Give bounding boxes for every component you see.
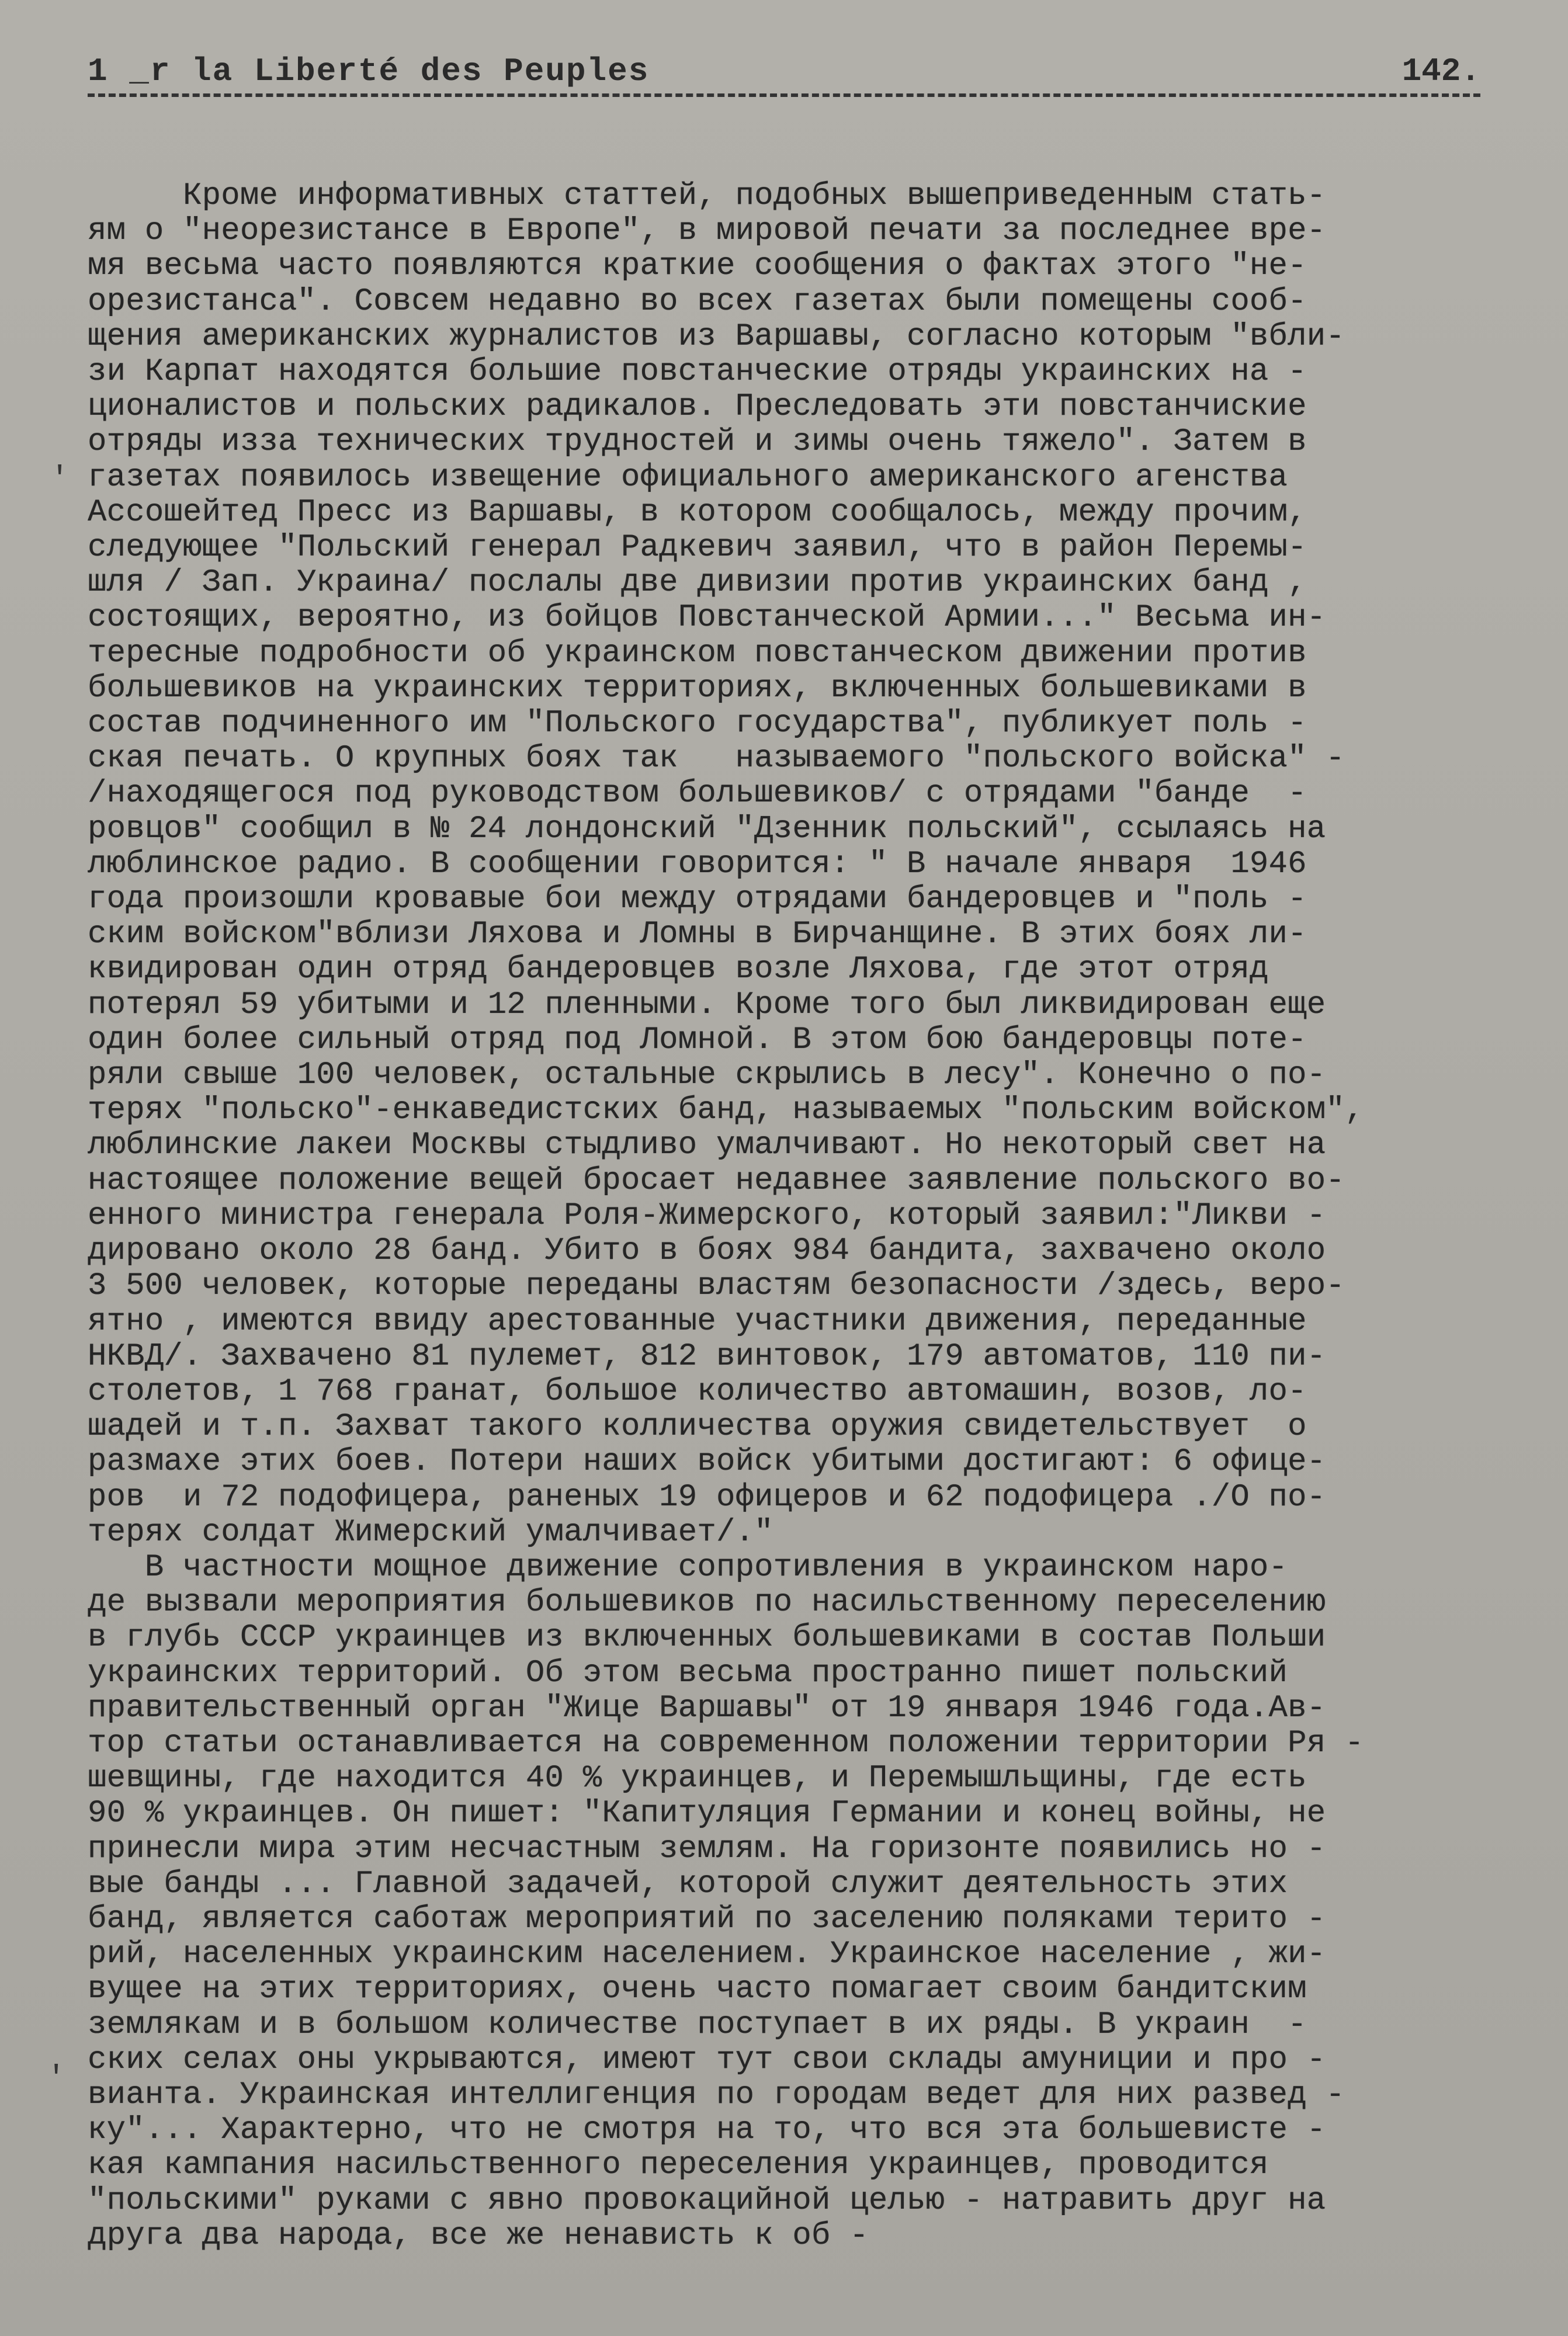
text-line: ровцов" сообщил в № 24 лондонский "Дзенник польский", ссылаясь на xyxy=(88,811,1326,847)
text-line: ку"... Характерно, что не смотря на то, что вся эта большевисте - xyxy=(88,2113,1326,2148)
text-line: ским войском"вблизи Ляхова и Ломны в Бирчанщине. В этих боях ли- xyxy=(88,917,1307,953)
text-line: терях солдат Жимерский умалчивает/." xyxy=(88,1515,773,1550)
text-line: рий, населенных украинским населением. Украинское население , жи- xyxy=(88,1937,1326,1973)
text-line: квидирован один отряд бандеровцев возле Ляхова, где этот отряд xyxy=(88,952,1269,988)
text-line: шля / Зап. Украина/ послалы две дивизии против украинских банд , xyxy=(88,565,1307,601)
text-line: в глубь СССР украинцев из включенных большевиками в состав Польши xyxy=(88,1620,1326,1656)
text-line: люблинские лакеи Москвы стыдливо умалчивают. Но некоторый свет на xyxy=(88,1128,1326,1164)
text-line: банд, является саботаж мероприятий по заселению поляками терито - xyxy=(88,1901,1326,1937)
text-line: размахе этих боев. Потери наших войск убитыми достигают: 6 офице- xyxy=(88,1445,1326,1480)
text-line: правительственный орган "Жице Варшавы" от 19 января 1946 года.Ав- xyxy=(88,1691,1326,1726)
text-line: енного министра генерала Роля-Жимерского, который заявил:"Ликви - xyxy=(88,1198,1326,1234)
text-line: вущее на этих территориях, очень часто помагает своим бандитским xyxy=(88,1972,1307,2008)
text-line: тересные подробности об украинском повстанческом движении против xyxy=(88,636,1307,671)
text-line: ров и 72 подофицера, раненых 19 офицеров и 62 подофицера ./О по- xyxy=(88,1480,1326,1515)
text-line: тор статьи останавливается на современном положении территории Ря - xyxy=(88,1726,1364,1761)
text-line: друга два народа, все же ненависть к об - xyxy=(88,2218,869,2254)
text-line: В частности мощное движение сопротивления в украинском наро- xyxy=(88,1550,1288,1585)
text-line: года произошли кровавые бои между отрядами бандеровцев и "поль - xyxy=(88,882,1307,918)
text-line: /находящегося под руководством большевиков/ с отрядами "банде - xyxy=(88,776,1307,812)
page-number: 142. xyxy=(1402,53,1480,90)
text-line: орезистанса". Совсем недавно во всех газетах были помещены сооб- xyxy=(88,284,1307,320)
text-line: 90 % украинцев. Он пишет: "Капитуляция Германии и конец войны, не xyxy=(88,1796,1326,1832)
text-line: 3 500 человек, которые переданы властям безопасности /здесь, веро- xyxy=(88,1269,1345,1304)
text-line: один более сильный отряд под Ломной. В этом бою бандеровцы поте- xyxy=(88,1022,1307,1058)
text-line: вые банды ... Главной задачей, которой служит деятельность этих xyxy=(88,1866,1288,1902)
text-line: ских селах оны укрываются, имеют тут свои склады амуниции и про - xyxy=(88,2042,1326,2078)
text-line: состав подчиненного им "Польского государства", публикует поль - xyxy=(88,706,1307,742)
text-line: газетах появилось извещение официального американского агенства xyxy=(88,460,1288,495)
text-line: НКВД/. Захвачено 81 пулемет, 812 винтовок, 179 автоматов, 110 пи- xyxy=(88,1339,1326,1374)
margin-mark: ' xyxy=(50,461,70,497)
text-line: потерял 59 убитыми и 12 пленными. Кроме того был ликвидирован еще xyxy=(88,987,1326,1023)
text-line: мя весьма часто появляются краткие сообщения о фактах этого "не- xyxy=(88,249,1307,284)
text-line: де вызвали мероприятия большевиков по насильственному переселению xyxy=(88,1585,1326,1621)
text-line: ционалистов и польских радикалов. Преследовать эти повстанчиские xyxy=(88,390,1307,425)
text-line: ряли свыше 100 человек, остальные скрылись в лесу". Конечно о по- xyxy=(88,1058,1326,1094)
text-line: ская печать. О крупных боях так называемого "польского войска" - xyxy=(88,741,1345,777)
text-line: шадей и т.п. Захват такого колличества оружия свидетельствует о xyxy=(88,1410,1307,1445)
document-body xyxy=(88,179,1484,2254)
text-line: состоящих, вероятно, из бойцов Повстанческой Армии..." Весьма ин- xyxy=(88,601,1326,636)
text-line: ятно , имеются ввиду арестованные участники движения, переданные xyxy=(88,1304,1307,1339)
text-line: большевиков на украинских территориях, включенных большевиками в xyxy=(88,671,1307,706)
text-line: украинских территорий. Об этом весьма пространно пишет польский xyxy=(88,1655,1288,1691)
text-line: принесли мира этим несчастным землям. На горизонте появились но - xyxy=(88,1831,1326,1867)
text-line: щения американских журналистов из Варшавы, согласно которым "вбли- xyxy=(88,319,1345,355)
text-line: отряды изза технических трудностей и зимы очень тяжело". Затем в xyxy=(88,425,1307,460)
text-line: настоящее положение вещей бросает недавнее заявление польского во- xyxy=(88,1163,1345,1199)
margin-mark: ' xyxy=(47,2061,66,2097)
text-line: вианта. Украинская интеллигенция по городам ведет для них развед - xyxy=(88,2077,1345,2113)
text-line: дировано около 28 банд. Убито в боях 984 бандита, захвачено около xyxy=(88,1234,1326,1269)
text-line: землякам и в большом количестве поступает в их ряды. В украин - xyxy=(88,2007,1307,2043)
text-line: терях "польско"-енкаведистских банд, называемых "польским войском", xyxy=(88,1093,1364,1129)
header-title: 1 _r la Liberté des Peuples xyxy=(88,53,650,90)
text-line: ям о "неорезистансе в Европе", в мировой печати за последнее вре- xyxy=(88,214,1326,249)
text-line: шевщины, где находится 40 % украинцев, и Перемышльщины, где есть xyxy=(88,1761,1307,1797)
text-line: Ассошейтед Пресс из Варшавы, в котором сообщалось, между прочим, xyxy=(88,495,1307,530)
page-header xyxy=(88,53,1480,97)
text-line: люблинское радио. В сообщении говорится: " В начале января 1946 xyxy=(88,846,1307,882)
text-line: "польскими" руками с явно провокацийной целью - натравить друг на xyxy=(88,2183,1326,2219)
text-line: зи Карпат находятся большие повстанческие отряды украинских на - xyxy=(88,355,1307,390)
text-line: следующее "Польский генерал Радкевич заявил, что в район Перемы- xyxy=(88,530,1307,566)
text-line: столетов, 1 768 гранат, большое количество автомашин, возов, ло- xyxy=(88,1374,1307,1410)
text-line: кая кампания насильственного переселения украинцев, проводится xyxy=(88,2148,1269,2184)
text-line: Кроме информативных статтей, подобных вышеприведенным стать- xyxy=(88,179,1326,214)
